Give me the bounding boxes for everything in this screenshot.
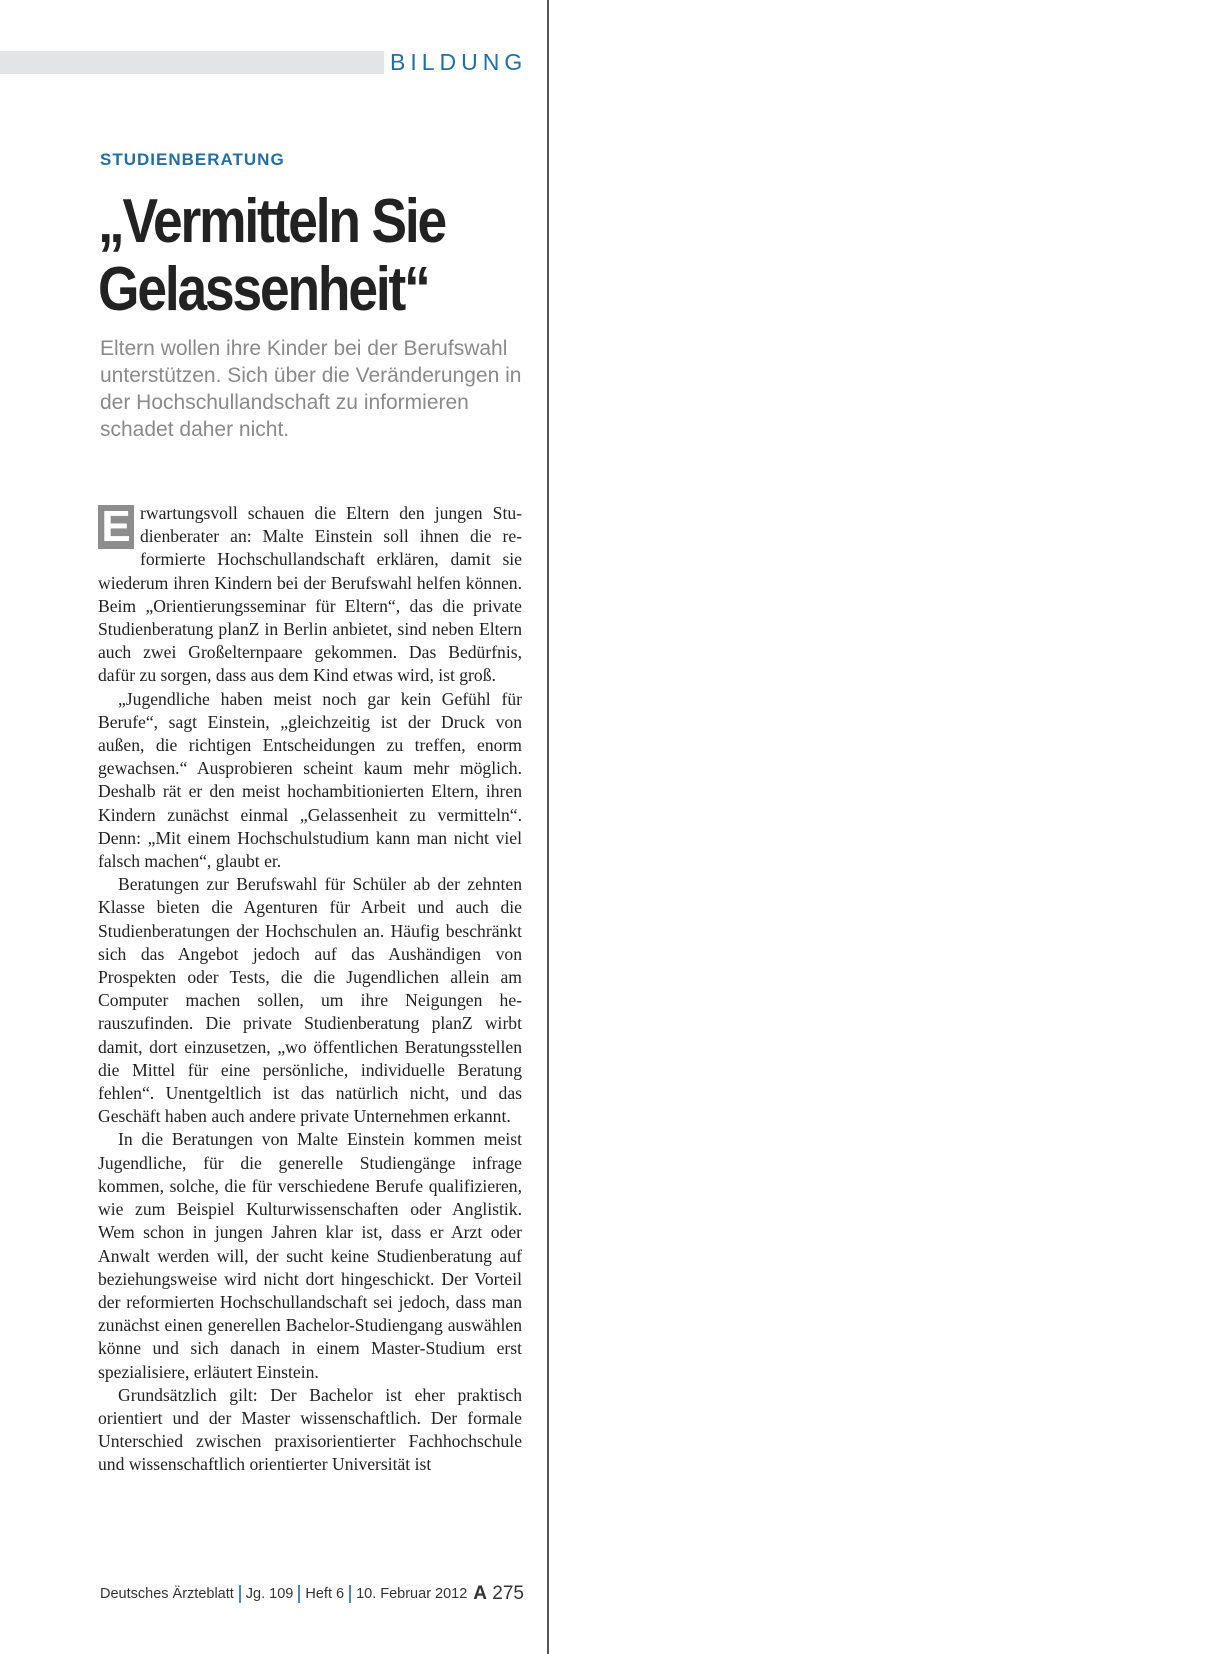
- article-title-line-2: Gelassenheit“: [98, 255, 429, 324]
- body-paragraph: Beratungen zur Berufswahl für Schüler ab der zehnten Klasse bieten die Agenturen für Arbeit und auch die Studienberatungen der Hochschulen an. Häufig beschränkt sich das Angebot jedoch auf das Aushändigen von Prospekten oder Tests, die die Jugendlichen allein am Computer machen sollen, um ihre Neigungen herauszufinden. Die private Studienberatung planZ wirbt damit, dort einzusetzen, „wo öffentlichen Beratungsstellen die Mittel für eine persönliche, individuelle Beratung fehlen“. Unentgeltlich ist das natürlich nicht, und das Geschäft haben auch andere private Unternehmen erkannt.: [98, 874, 522, 1127]
- footer-issue: Heft 6: [305, 1586, 345, 1602]
- article-title-line-1: „Vermitteln Sie: [98, 187, 446, 256]
- footer-separator: [239, 1585, 241, 1603]
- section-header-bar: [0, 49, 528, 75]
- article-title: [98, 188, 476, 324]
- article-body: [98, 502, 522, 1477]
- paragraph-text: rwartungsvoll schauen die Eltern den jungen Studienberater an: Malte Einstein soll ihnen die reformierte Hochschullandschaft erklären, damit sie wiederum ihren Kindern bei der Berufswahl helfen können. Beim „Orientierungsseminar für Eltern“, das die private Studienberatung planZ in Berlin anbietet, sind neben Eltern auch zwei Großelternpaare gekommen. Das Bedürfnis, dafür zu sorgen, dass aus dem Kind etwas wird, ist groß.: [98, 503, 522, 686]
- body-paragraph: In die Beratungen von Malte Einstein kommen meist Jugendliche, für die generelle Studiengänge infrage kommen, solche, die für verschiedene Berufe qualifizieren, wie zum Beispiel Kulturwissenschaften oder Anglistik. Wem schon in jungen Jahren klar ist, dass er Arzt oder Anwalt werden will, der sucht keine Studienberatung auf beziehungsweise wird nicht dort hingeschickt. Der Vorteil der reformierten Hochschullandschaft sei jedoch, dass man zunächst einen generellen Bachelor-Studiengang auswählen könne und sich danach in einem Master-Studium erst spezialisiere, erläutert Einstein.: [98, 1129, 522, 1382]
- body-paragraph: [98, 502, 522, 688]
- column-divider-line: [547, 0, 549, 1654]
- section-label: BILDUNG: [384, 51, 524, 74]
- article-kicker: STUDIENBERATUNG: [100, 150, 285, 169]
- article-lead: Eltern wollen ihre Kinder bei der Berufswahl unterstützen. Sich über die Veränderungen in der Hochschullandschaft zu informieren schadet daher nicht.: [100, 337, 522, 441]
- page-footer: [100, 1583, 524, 1605]
- footer-separator: [298, 1585, 300, 1603]
- drop-cap: E: [98, 505, 134, 549]
- page-number-value: 275: [492, 1583, 524, 1604]
- footer-volume: Jg. 109: [245, 1586, 294, 1602]
- page-prefix: A: [473, 1583, 488, 1604]
- page-number: [473, 1583, 524, 1605]
- footer-separator: [349, 1585, 351, 1603]
- body-paragraph: Grundsätzlich gilt: Der Bachelor ist eher praktisch orientiert und der Master wissenschaftlich. Der formale Unterschied zwischen praxisorientierter Fachhochschule und wissenschaftlich orientierter Universität ist: [98, 1384, 522, 1475]
- footer-date: 10. Februar 2012: [356, 1586, 468, 1602]
- footer-journal: Deutsches Ärzteblatt: [100, 1586, 234, 1602]
- body-paragraph: „Jugendliche haben meist noch gar kein Gefühl für Berufe“, sagt Einstein, „gleichzeitig ist der Druck von außen, die richtigen Entscheidungen zu treffen, enorm gewachsen.“ Ausprobieren scheint kaum mehr möglich. Deshalb rät er den meist hochambitionierten Eltern, ihren Kindern zunächst einmal „Gelassenheit zu vermitteln“. Denn: „Mit einem Hochschulstudium kann man nicht viel falsch machen“, glaubt er.: [98, 688, 522, 872]
